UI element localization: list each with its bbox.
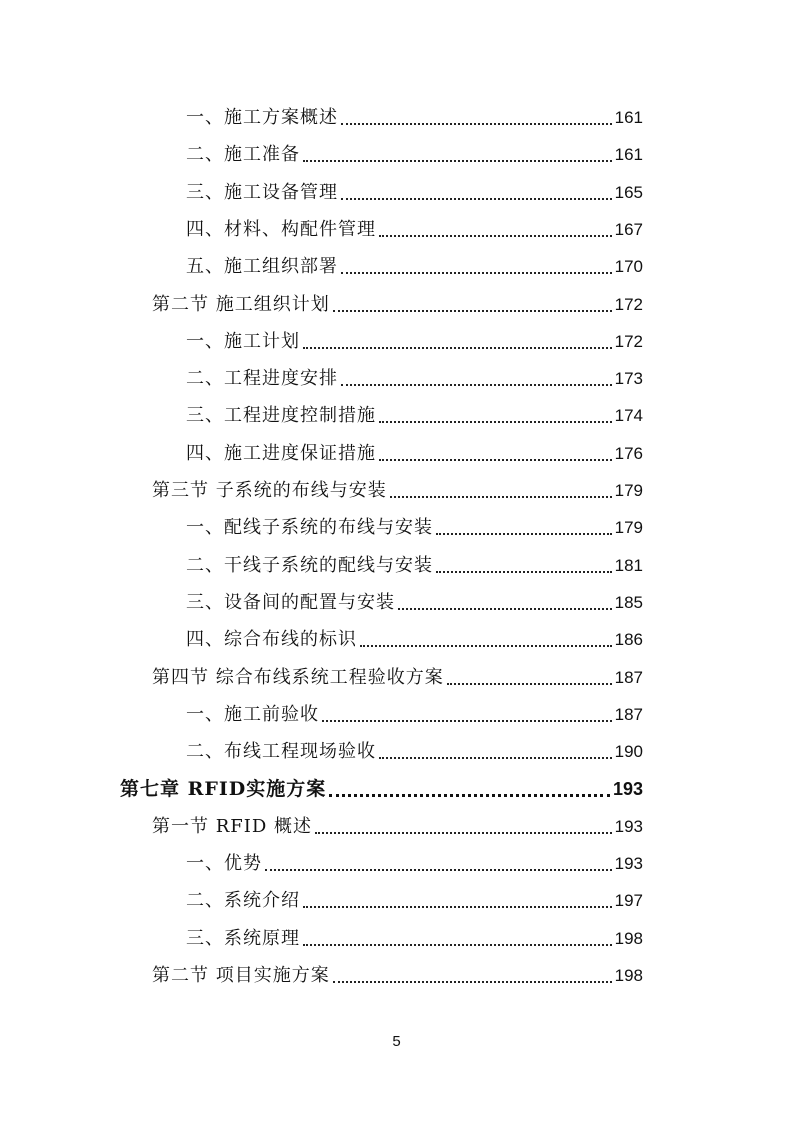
toc-entry-title: 三、设备间的配置与安装 bbox=[186, 591, 395, 613]
toc-dot-leader bbox=[436, 533, 612, 535]
toc-entry bbox=[186, 249, 643, 285]
toc-entry-page: 181 bbox=[614, 555, 643, 575]
toc-dot-leader bbox=[303, 160, 612, 162]
toc-entry-title: 四、施工进度保证措施 bbox=[186, 442, 376, 464]
toc-entry-page: 186 bbox=[614, 630, 643, 650]
toc-entry-page: 174 bbox=[614, 406, 643, 426]
toc-dot-leader bbox=[360, 645, 612, 647]
toc-dot-leader bbox=[341, 123, 612, 125]
toc-entry-page: 161 bbox=[614, 108, 643, 127]
toc-entry-title: 第一节 RFID 概述 bbox=[152, 815, 313, 837]
toc-entry-page: 197 bbox=[614, 891, 643, 911]
toc-entry-title: 五、施工组织部署 bbox=[186, 256, 338, 278]
toc-entry bbox=[186, 883, 643, 919]
toc-entry-title: 四、材料、构配件管理 bbox=[186, 218, 376, 240]
toc-entry-title: 一、施工前验收 bbox=[186, 703, 319, 725]
toc-entry-page: 190 bbox=[614, 742, 643, 762]
toc-entry bbox=[152, 809, 643, 845]
toc-entry bbox=[186, 175, 643, 211]
toc-dot-leader bbox=[379, 459, 612, 461]
toc-dot-leader bbox=[379, 421, 612, 423]
toc-entry bbox=[186, 622, 643, 658]
toc-dot-leader bbox=[341, 384, 612, 386]
toc-entry-title: 第二节 项目实施方案 bbox=[152, 964, 330, 986]
toc-entry-page: 187 bbox=[614, 667, 643, 687]
toc-entry-page: 172 bbox=[614, 331, 643, 351]
toc-entry-title: 一、优势 bbox=[186, 853, 262, 874]
toc-entry bbox=[152, 660, 643, 696]
toc-entry-title: 三、施工设备管理 bbox=[186, 181, 338, 203]
toc-dot-leader bbox=[390, 496, 612, 498]
toc-entry-page: 185 bbox=[614, 592, 643, 612]
toc-dot-leader bbox=[315, 832, 612, 834]
toc-entry-title: 二、干线子系统的配线与安装 bbox=[186, 554, 433, 576]
toc-entry-page: 198 bbox=[614, 928, 643, 948]
toc-entry-page: 161 bbox=[614, 145, 643, 165]
toc-dot-leader bbox=[398, 608, 612, 610]
toc-entry-page: 179 bbox=[614, 481, 643, 500]
toc-entry bbox=[152, 287, 643, 323]
toc-entry-title: 一、配线子系统的布线与安装 bbox=[186, 517, 433, 539]
toc-entry bbox=[186, 510, 643, 546]
toc-entry-title: 四、综合布线的标识 bbox=[186, 629, 357, 651]
toc-entry bbox=[186, 212, 643, 248]
toc-dot-leader bbox=[447, 683, 612, 685]
page-number: 5 bbox=[392, 1033, 401, 1050]
toc-dot-leader bbox=[341, 198, 612, 200]
toc-entry-title: 二、工程进度安排 bbox=[186, 368, 338, 390]
toc-entry-title: 第四节 综合布线系统工程验收方案 bbox=[152, 666, 444, 688]
toc-entry bbox=[186, 100, 643, 136]
toc-dot-leader bbox=[322, 720, 612, 722]
toc-entry bbox=[152, 958, 643, 994]
toc-dot-leader bbox=[329, 794, 610, 797]
toc-entry-page: 172 bbox=[614, 294, 643, 314]
toc-dot-leader bbox=[303, 944, 612, 946]
toc-entry bbox=[186, 921, 643, 957]
toc-entry bbox=[186, 324, 643, 360]
toc-entry-title: 三、系统原理 bbox=[186, 927, 300, 949]
toc-dot-leader bbox=[265, 869, 612, 871]
toc-entry bbox=[186, 846, 643, 882]
toc-entry-page: 193 bbox=[614, 816, 643, 836]
toc-dot-leader bbox=[341, 272, 612, 274]
toc-entry bbox=[186, 548, 643, 584]
toc-entry-title: 一、施工方案概述 bbox=[186, 107, 338, 128]
toc-entry-title: 二、布线工程现场验收 bbox=[186, 741, 376, 763]
toc-entry-title: 三、工程进度控制措施 bbox=[186, 405, 376, 427]
toc-entry-title: 第二节 施工组织计划 bbox=[152, 293, 330, 315]
toc-dot-leader bbox=[379, 235, 612, 237]
toc-entry bbox=[186, 585, 643, 621]
toc-dot-leader bbox=[436, 571, 612, 573]
toc-entry bbox=[152, 473, 643, 509]
toc-entry-page: 167 bbox=[614, 219, 643, 239]
toc-dot-leader bbox=[333, 310, 612, 312]
toc-entry bbox=[186, 697, 643, 733]
toc-entry-page: 173 bbox=[614, 369, 643, 389]
toc-entry-page: 193 bbox=[612, 779, 643, 800]
toc-entry-page: 193 bbox=[614, 854, 643, 873]
toc-entry-page: 176 bbox=[614, 443, 643, 463]
toc-entry-title: 二、施工准备 bbox=[186, 144, 300, 166]
toc-entry-page: 165 bbox=[614, 182, 643, 202]
toc-entry bbox=[186, 734, 643, 770]
toc-entry-page: 187 bbox=[614, 704, 643, 724]
toc-dot-leader bbox=[379, 757, 612, 759]
toc-entry bbox=[186, 361, 643, 397]
toc-entry-title: 一、施工计划 bbox=[186, 330, 300, 352]
toc-entry-page: 170 bbox=[614, 257, 643, 277]
toc-dot-leader bbox=[333, 981, 612, 983]
toc-entry-page: 198 bbox=[614, 965, 643, 985]
toc-entry-title: 二、系统介绍 bbox=[186, 890, 300, 912]
toc-entry-title: 第三节 子系统的布线与安装 bbox=[152, 480, 387, 501]
toc-entry bbox=[186, 137, 643, 173]
toc-entry bbox=[120, 771, 643, 807]
toc-entry-title: 第七章 RFID实施方案 bbox=[120, 778, 327, 801]
toc-entry bbox=[186, 398, 643, 434]
toc-dot-leader bbox=[303, 347, 612, 349]
toc-entry bbox=[186, 436, 643, 472]
toc-entry-page: 179 bbox=[614, 518, 643, 538]
toc-dot-leader bbox=[303, 906, 612, 908]
